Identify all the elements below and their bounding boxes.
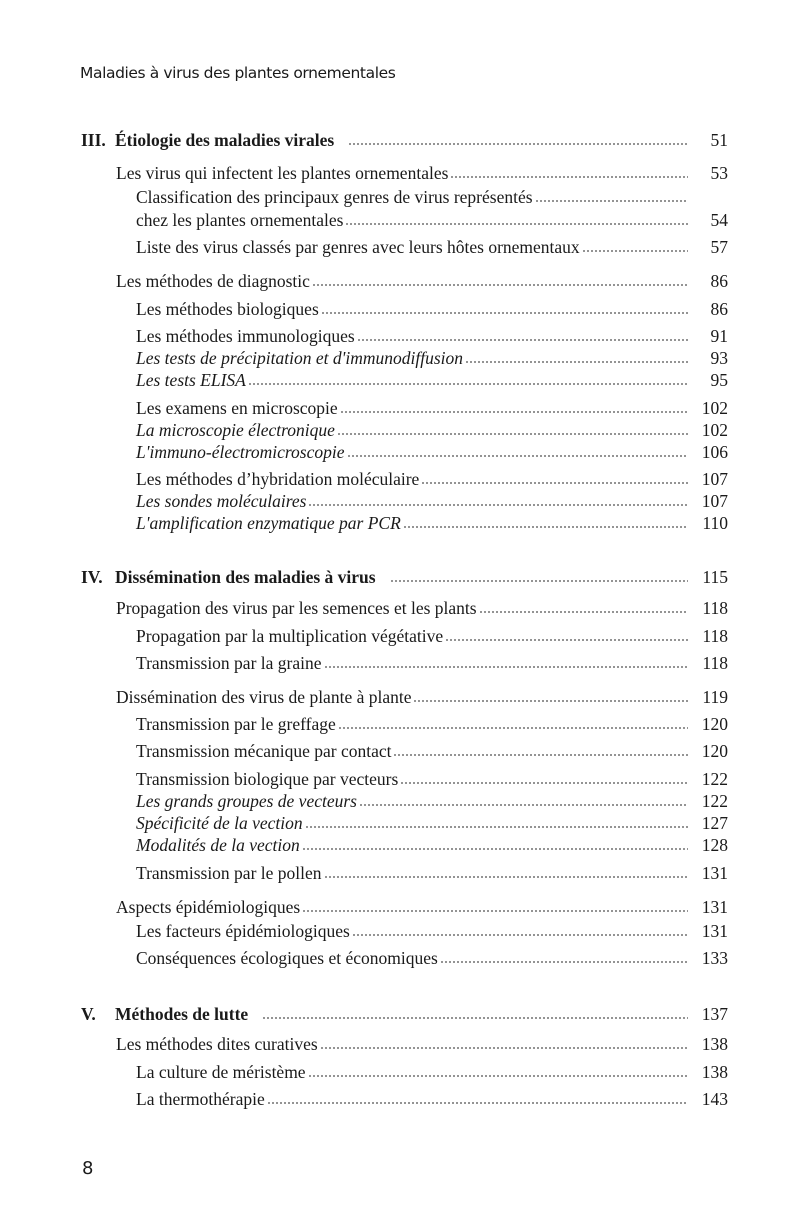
entry-title: Modalités de la vection — [136, 835, 300, 855]
toc-entry — [136, 712, 728, 736]
entry-title: Les grands groupes de vecteurs — [136, 791, 357, 811]
running-head: Maladies à virus des plantes ornementales — [80, 64, 396, 82]
entry-page-number: 107 — [701, 491, 728, 511]
entry-page-number: 86 — [710, 271, 728, 291]
entry-title: Les tests ELISA — [136, 370, 246, 390]
entry-title: Dissémination des virus de plante à plante — [116, 687, 412, 707]
dot-leader — [320, 1046, 688, 1050]
dot-leader — [267, 1101, 688, 1105]
toc-entry — [136, 440, 728, 464]
dot-leader — [302, 847, 688, 851]
entry-title: Transmission biologique par vecteurs — [136, 769, 399, 789]
toc-entry — [136, 511, 728, 535]
toc-entry — [81, 1002, 728, 1026]
toc-entry — [116, 161, 728, 185]
entry-title: La thermothérapie — [136, 1089, 265, 1109]
entry-title: Transmission mécanique par contact — [136, 741, 392, 761]
dot-leader — [465, 360, 688, 364]
dot-leader — [400, 781, 688, 785]
toc-entry — [136, 208, 728, 232]
entry-title: Les méthodes d’hybridation moléculaire — [136, 469, 420, 489]
toc-entry — [136, 919, 728, 943]
entry-page-number: 118 — [702, 598, 728, 618]
dot-leader — [305, 825, 688, 829]
dot-leader — [340, 410, 688, 414]
entry-title: Transmission par la graine — [136, 653, 322, 673]
section-number: IV. — [81, 567, 103, 587]
dot-leader — [312, 283, 688, 287]
dot-leader — [302, 909, 688, 913]
toc-entry — [116, 269, 728, 293]
toc-entry — [81, 565, 728, 589]
entry-title: Les tests de précipitation et d'immunodiffusion — [136, 348, 463, 368]
entry-page-number: 106 — [701, 442, 728, 462]
dot-leader — [357, 338, 688, 342]
dot-leader — [262, 1016, 688, 1020]
toc-entry — [136, 624, 728, 648]
dot-leader — [248, 382, 688, 386]
entry-title: L'immuno-électromicroscopie — [136, 442, 345, 462]
dot-leader — [321, 311, 688, 315]
toc-entry — [136, 346, 728, 370]
entry-page-number: 86 — [710, 299, 728, 319]
dot-leader — [352, 933, 688, 937]
entry-title: Méthodes de lutte — [115, 1004, 249, 1024]
entry-page-number: 102 — [701, 398, 728, 418]
dot-leader — [337, 432, 688, 436]
entry-page-number: 118 — [702, 653, 728, 673]
entry-page-number: 137 — [701, 1004, 728, 1024]
entry-page-number: 57 — [710, 237, 728, 257]
entry-title: La microscopie électronique — [136, 420, 335, 440]
entry-title: Propagation par la multiplication végétative — [136, 626, 444, 646]
entry-page-number: 54 — [710, 210, 728, 230]
entry-page-number: 102 — [701, 420, 728, 440]
entry-title: Propagation des virus par les semences et les plants — [116, 598, 477, 618]
entry-title: L'amplification enzymatique par PCR — [136, 513, 401, 533]
entry-title: Classification des principaux genres de virus représentés — [136, 187, 533, 207]
entry-page-number: 122 — [701, 791, 728, 811]
toc-entry — [136, 651, 728, 675]
dot-leader — [393, 753, 688, 757]
entry-title: Les sondes moléculaires — [136, 491, 307, 511]
toc-entry — [136, 767, 728, 791]
entry-page-number: 118 — [702, 626, 728, 646]
entry-title: Conséquences écologiques et économiques — [136, 948, 438, 968]
toc-entry — [136, 185, 728, 209]
dot-leader — [403, 525, 688, 529]
toc-entry — [136, 368, 728, 392]
entry-page-number: 51 — [710, 130, 728, 150]
dot-leader — [338, 726, 688, 730]
entry-page-number: 120 — [701, 741, 728, 761]
entry-title: Les méthodes de diagnostic — [116, 271, 310, 291]
dot-leader — [390, 579, 688, 583]
entry-title: Étiologie des maladies virales — [115, 130, 335, 150]
entry-page-number: 133 — [701, 948, 728, 968]
toc-entry — [136, 789, 728, 813]
dot-leader — [421, 481, 688, 485]
entry-page-number: 107 — [701, 469, 728, 489]
toc-entry — [136, 833, 728, 857]
entry-page-number: 122 — [701, 769, 728, 789]
toc-entry — [136, 1087, 728, 1111]
entry-title: Les virus qui infectent les plantes ornementales — [116, 163, 449, 183]
entry-title: Les méthodes immunologiques — [136, 326, 355, 346]
dot-leader — [359, 803, 688, 807]
entry-page-number: 119 — [702, 687, 728, 707]
dot-leader — [450, 175, 688, 179]
toc-entry — [136, 739, 728, 763]
entry-title: Les méthodes dites curatives — [116, 1034, 318, 1054]
entry-title: La culture de méristème — [136, 1062, 306, 1082]
entry-page-number: 115 — [702, 567, 728, 587]
entry-page-number: 138 — [701, 1062, 728, 1082]
entry-page-number: 120 — [701, 714, 728, 734]
entry-title: Les facteurs épidémiologiques — [136, 921, 350, 941]
toc-entry — [136, 467, 728, 491]
toc-entry — [136, 297, 728, 321]
toc-entry — [136, 1060, 728, 1084]
dot-leader — [308, 503, 688, 507]
dot-leader — [348, 142, 688, 146]
dot-leader — [445, 638, 688, 642]
toc-entry — [136, 489, 728, 513]
entry-title: Les examens en microscopie — [136, 398, 338, 418]
page-number: 8 — [82, 1158, 94, 1179]
entry-page-number: 110 — [702, 513, 728, 533]
dot-leader — [479, 610, 688, 614]
dot-leader — [324, 875, 688, 879]
entry-page-number: 93 — [710, 348, 728, 368]
entry-page-number: 95 — [710, 370, 728, 390]
dot-leader — [582, 249, 688, 253]
dot-leader — [535, 199, 688, 203]
entry-page-number: 91 — [710, 326, 728, 346]
dot-leader — [440, 960, 688, 964]
entry-page-number: 128 — [701, 835, 728, 855]
toc-entry — [136, 324, 728, 348]
entry-title: Dissémination des maladies à virus — [115, 567, 376, 587]
dot-leader — [413, 699, 688, 703]
entry-title: Les méthodes biologiques — [136, 299, 319, 319]
toc-entry — [136, 811, 728, 835]
entry-title: Liste des virus classés par genres avec leurs hôtes ornementaux — [136, 237, 580, 257]
entry-page-number: 143 — [701, 1089, 728, 1109]
toc-entry — [116, 685, 728, 709]
entry-page-number: 131 — [701, 897, 728, 917]
entry-page-number: 127 — [701, 813, 728, 833]
toc-entry — [116, 596, 728, 620]
toc-entry — [136, 396, 728, 420]
entry-page-number: 53 — [710, 163, 728, 183]
toc-entry — [136, 861, 728, 885]
toc-entry — [136, 946, 728, 970]
entry-title: chez les plantes ornementales — [136, 210, 344, 230]
dot-leader — [347, 454, 688, 458]
dot-leader — [324, 665, 688, 669]
toc-entry — [136, 418, 728, 442]
toc-entry — [136, 235, 728, 259]
toc-entry — [81, 128, 728, 152]
section-number: III. — [81, 130, 106, 150]
entry-title: Aspects épidémiologiques — [116, 897, 301, 917]
entry-page-number: 131 — [701, 921, 728, 941]
dot-leader — [345, 222, 688, 226]
entry-title: Transmission par le greffage — [136, 714, 336, 734]
entry-page-number: 138 — [701, 1034, 728, 1054]
toc-entry — [116, 1032, 728, 1056]
entry-title: Transmission par le pollen — [136, 863, 322, 883]
dot-leader — [308, 1074, 688, 1078]
section-number: V. — [81, 1004, 96, 1024]
entry-page-number: 131 — [701, 863, 728, 883]
entry-title: Spécificité de la vection — [136, 813, 303, 833]
toc-entry — [116, 895, 728, 919]
